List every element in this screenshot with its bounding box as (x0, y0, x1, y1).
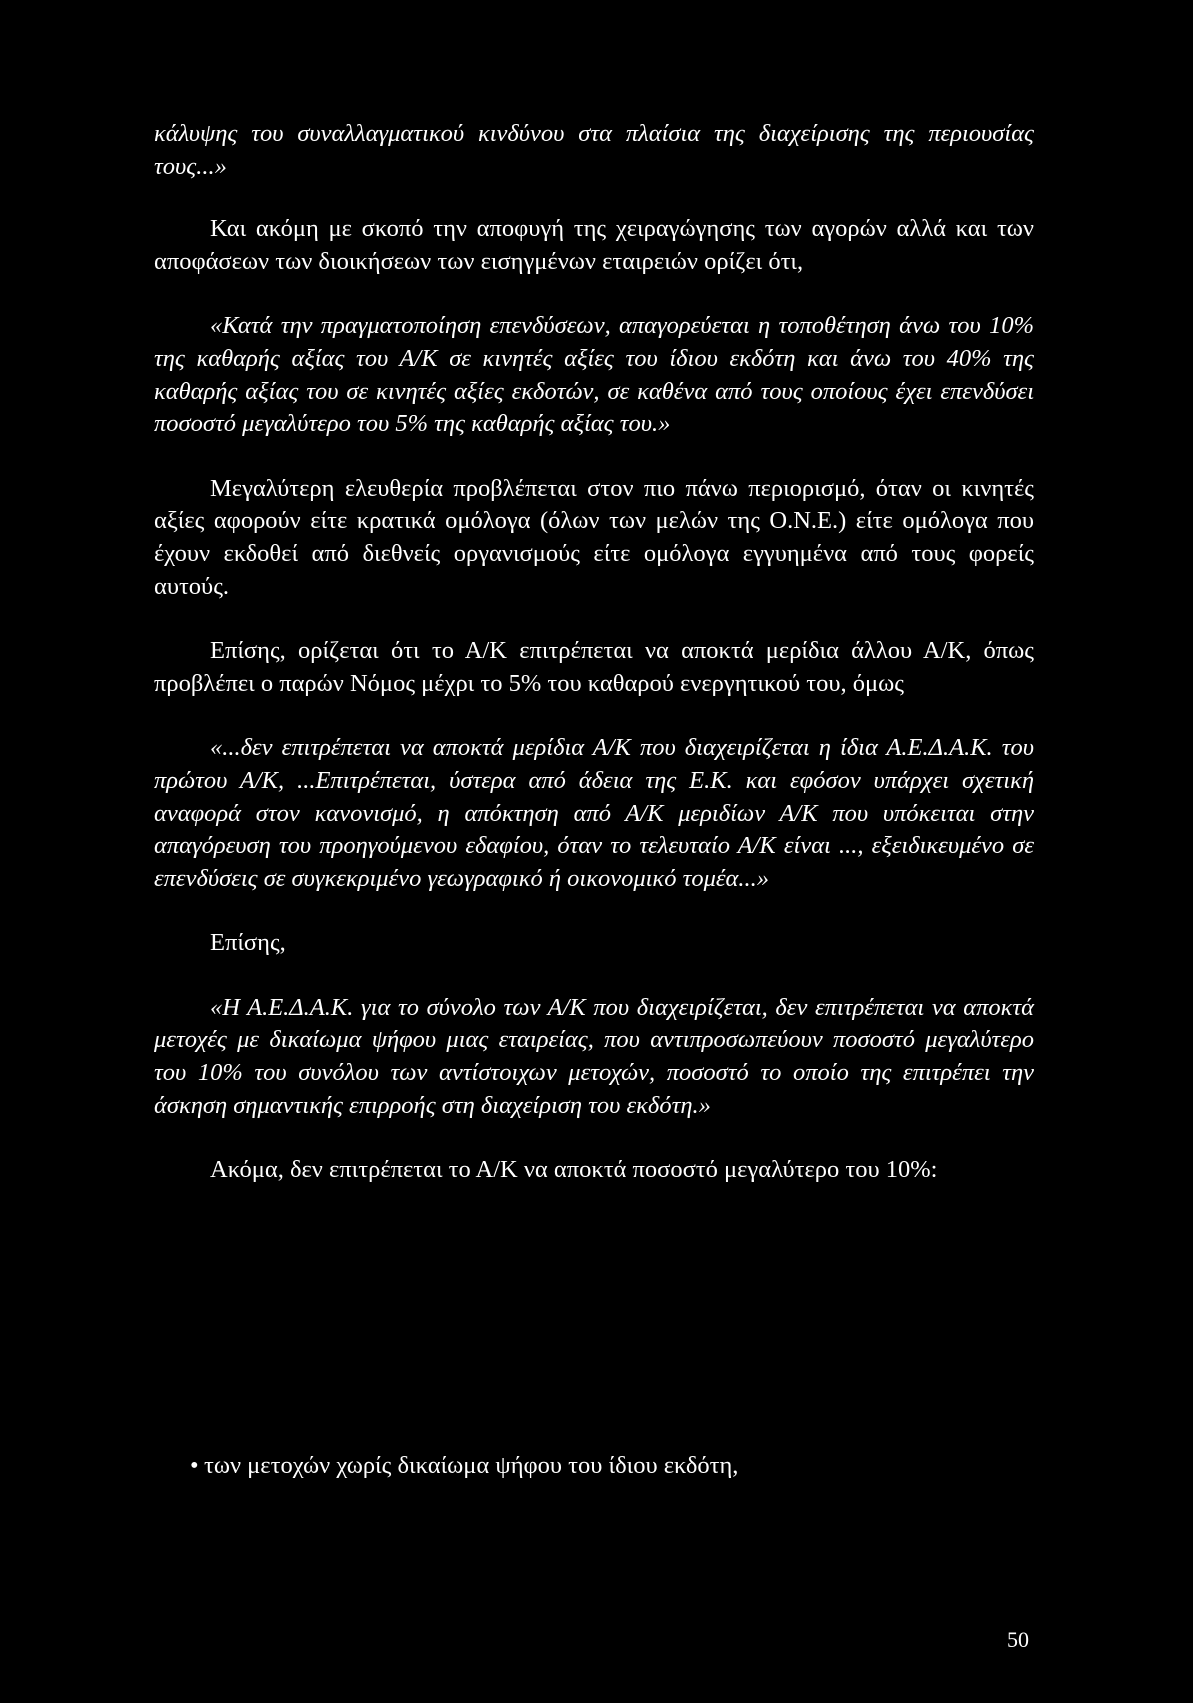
quote-voting-shares-limit: «Η Α.Ε.Δ.Α.Κ. για το σύνολο των Α/Κ που διαχειρίζεται, δεν επιτρέπεται να αποκτά μετοχές με δικαίωμα ψήφου μιας εταιρείας, που αντιπροσωπεύουν ποσοστό μεγαλύτερο του 10% του συνόλου των αντίστοιχων μετοχών, ποσοστό το οποίο της επιτρέπει την άσκηση σημαντικής επιρροής στη διαχείριση του εκδότη.» (154, 993, 1034, 1119)
paragraph-also: Επίσης, (210, 929, 286, 957)
paragraph-quote-continuation: κάλυψης του συναλλαγματικού κινδύνου στα πλαίσια της διαχείρισης της περιουσίας τους...» (154, 120, 1034, 180)
bullet-text: των μετοχών χωρίς δικαίωμα ψήφου του ίδιου εκδότη, (204, 1452, 739, 1479)
page-number: 50 (1007, 1627, 1029, 1652)
paragraph-fund-units: Επίσης, ορίζεται ότι το Α/Κ επιτρέπεται να αποκτά μερίδια άλλου Α/Κ, όπως προβλέπει ο παρών Νόμος μέχρι το 5% του καθαρού ενεργητικού του, όμως (154, 637, 1034, 697)
paragraph-manipulation-avoidance: Και ακόμη με σκοπό την αποφυγή της χειραγώγησης των αγορών αλλά και των αποφάσεων των διοικήσεων των εισηγμένων εταιρειών ορίζει ότι, (154, 215, 1034, 275)
bullet-marker: • (190, 1452, 199, 1479)
quote-fund-units-restriction: «...δεν επιτρέπεται να αποκτά μερίδια Α/Κ που διαχειρίζεται η ίδια Α.Ε.Δ.Α.Κ. του πρώτου Α/Κ, ...Επιτρέπεται, ύστερα από άδεια της Ε.Κ. και εφόσον υπάρχει σχετική αναφορά στον κανονισμό, η απόκτηση από Α/Κ μεριδίων Α/Κ που υπόκειται στην απαγόρευση του προηγούμενου εδαφίου, όταν το τελευταίο Α/Κ είναι ..., εξειδικευμένο σε επενδύσεις σε συγκεκριμένο γεωγραφικό ή οικονομικό τομέα...» (154, 734, 1034, 892)
paragraph-further-limit: Ακόμα, δεν επιτρέπεται το Α/Κ να αποκτά ποσοστό μεγαλύτερο του 10%: (210, 1156, 938, 1184)
bullet-list-item (190, 1450, 738, 1483)
document-body (154, 118, 1034, 1187)
quote-investment-limits: «Κατά την πραγματοποίηση επενδύσεων, απαγορεύεται η τοποθέτηση άνω του 10% της καθαρής αξίας του Α/Κ σε κινητές αξίες του ίδιου εκδότη και άνω του 40% της καθαρής αξίας του σε κινητές αξίες εκδοτών, σε καθένα από τους οποίους έχει επενδύσει ποσοστό μεγαλύτερο του 5% της καθαρής αξίας του.» (154, 312, 1034, 438)
paragraph-greater-freedom: Μεγαλύτερη ελευθερία προβλέπεται στον πιο πάνω περιορισμό, όταν οι κινητές αξίες αφορούν είτε κρατικά ομόλογα (όλων των μελών της Ο.Ν.Ε.) είτε ομόλογα που έχουν εκδοθεί από διεθνείς οργανισμούς είτε ομόλογα εγγυημένα από τους φορείς αυτούς. (154, 474, 1034, 600)
